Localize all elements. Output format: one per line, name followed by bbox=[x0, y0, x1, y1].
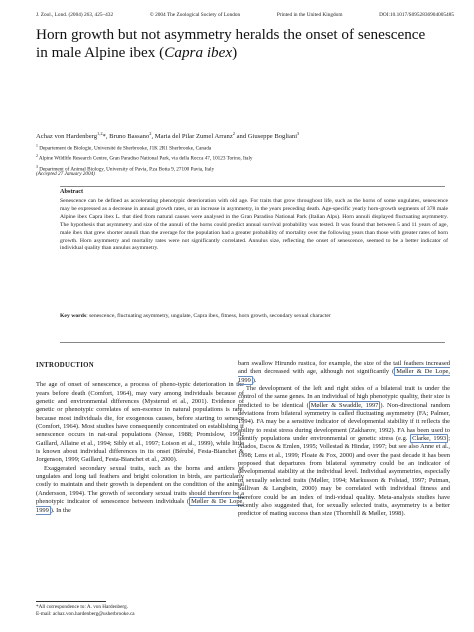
author-affiliation-mark: 2 bbox=[232, 131, 235, 136]
author-affiliation-mark: 2 bbox=[149, 131, 152, 136]
accepted-date: (Accepted 27 January 2004) bbox=[36, 171, 95, 177]
copyright-notice: © 2004 The Zoological Society of London bbox=[149, 12, 241, 18]
title-line-1: Horn growth but not asymmetry heralds the onset of senescence bbox=[36, 26, 426, 43]
journal-citation: J. Zool., Lond. (2004) 263, 425–432 bbox=[36, 12, 114, 18]
paragraph: barn swallow Hirundo rustica, for example, the size of the tail feathers increased and then decreased with age, although not significantly ( Møller & De Lope, 1999 ). bbox=[238, 360, 450, 384]
author-name: , Maria del Pilar Zumel Arranz bbox=[151, 133, 233, 141]
footnote-correspondence: *All correspondence to: A. von Hardenberg. bbox=[36, 604, 128, 610]
paragraph: The age of onset of senescence, a process of pheno-typic deterioration in the years before death (Comfort, 1964), may vary among individuals because of genetic and environmental differences (Mysterud et al., 2001). Evidence of genetic or phenotypic correlates of sen-escence in natural populations is rare, because most individuals die, for exogenous causes, before starting to senesce (Comfort, 1964). Most studies have consequently concentrated on establishing if senescence occurs in nat-ural populations (Nesse, 1988; Promislow, 1991; Gaillard, Allaine et al., 1994; Sibly et al., 1997; Loison et al., 1999), while little is known about individual differences in its onset (Bérubé, Festa-Bianchet & Jorgenson, 1999; Gaillard, Festa-Bianchet et al., 2000). bbox=[36, 381, 244, 464]
author-name: Achaz von Hardenberg bbox=[36, 133, 98, 141]
author-name: , Bruno Bassano bbox=[105, 133, 150, 141]
doi-link[interactable]: DOI:10.1017/S0952836904005485 bbox=[379, 12, 454, 18]
footnote-divider bbox=[36, 601, 106, 602]
citation-link[interactable]: Møller & De Lope, 1999 bbox=[36, 498, 244, 514]
citation-link[interactable]: Møller & De Lope, 1999 bbox=[238, 368, 450, 384]
right-column bbox=[238, 360, 450, 519]
title-line-2-prefix: in male Alpine ibex ( bbox=[36, 43, 165, 61]
left-column bbox=[36, 355, 244, 515]
paragraph: The development of the left and right sides of a bilateral trait is under the control of the same genes. In an individual of high phenotypic quality, their size is predicted to be identical ( Møller & Swaddle, 1997 ). Non-directional random deviations from bilateral symmetry is called fluctuating asymmetry (FA; Palmer, 1994). FA may be a sensitive indicator of developmental stability if it reflects the ability to resist stress during development (Zakharov, 1992). FA has been used to identify populations under environmental or genetic stress (e.g. Clarke, 1993 ; Alados, Escos & Emlen, 1995; Vollestad & Hindar, 1997; but see also Anne et al., 1998; Lens et al., 1999; Floate & Fox, 2000) and over the past decade it has been proposed that departures from bilateral symmetry could be an indicator of developmental stability at the individual level. Individual asymmetries, especially of sexually selected traits (Møller, 1994; Markusson & Folstad, 1997; Putman, Sullivan & Langbein, 2000) may be correlated with individual fitness and therefore could be an index of indi-vidual quality. Meta-analysis studies have recently also suggested that, for sexually selected traits, asymmetry is a better predictor of mating success than size (Thornhill & Møller, 1998). bbox=[238, 385, 450, 518]
affiliation-item: $^3$ Department of Animal Biology, University of Pavia, P.za Botta 9, 27100 Pavia, Italy bbox=[36, 164, 215, 173]
author-affiliation-mark: 3 bbox=[297, 131, 300, 136]
author-list bbox=[36, 131, 456, 140]
title-line-2-suffix: ) bbox=[232, 43, 238, 61]
footnote bbox=[36, 604, 236, 618]
citation-link[interactable]: Møller & Swaddle, 1997 bbox=[310, 401, 379, 409]
affiliation-list bbox=[36, 143, 456, 174]
paragraph: Exaggerated secondary sexual traits, such as the horns and antlers of ungulates and long tail feathers and bright coloration in birds, are particularly costly to maintain and their growth is dependent on the condition of the animal (Andersson, 1994). The growth of secondary sexual traits should therefore be a phenotypic indicator of senescence between individuals ( Møller & De Lope, 1999 ). In the bbox=[36, 464, 244, 514]
keywords bbox=[60, 312, 448, 320]
affiliation-item: $^2$ Alpine Wildlife Research Centre, Gran Paradiso National Park, via della Rocca 47, 10123 Torino, Italy bbox=[36, 154, 253, 163]
author-affiliation-mark: 1,2 bbox=[97, 131, 103, 136]
correspondence-mark: * bbox=[102, 133, 106, 141]
title-species: Capra ibex bbox=[164, 43, 233, 61]
affiliation-item: $^1$ Departement de Biologie, Université de Sherbrooke, J1K 2R1 Sherbrooke, Canada bbox=[36, 144, 212, 152]
paper-title bbox=[36, 26, 446, 61]
abstract-heading: Abstract bbox=[60, 188, 84, 195]
section-heading: INTRODUCTION bbox=[36, 362, 94, 369]
author-name: and Giuseppe Bogliani bbox=[234, 133, 298, 141]
footnote-email[interactable]: E-mail: achaz.von.hardenberg@usherbrooke.ca bbox=[36, 611, 135, 618]
citation-link[interactable]: Clarke, 1993 bbox=[412, 435, 447, 443]
keywords-text: : senescence, fluctuating asymmetry, ungulate, Capra ibex, fitness, horn growth, secondary sexual character bbox=[86, 313, 331, 319]
running-header bbox=[36, 12, 454, 18]
abstract-text: Senescence can be defined as accelerating phenotypic deterioration with old age. For traits that grow throughout life, such as the horns of some ungulates, senescence may be expressed as a decrease in annual growth rates, or an increase in asymmetry, in the years preceding death. Age-specific yearly horn-growth segments of 378 male Alpine ibex Capra ibex L. that died from natural causes were analysed in the Gran Paradiso National Park (Italian Alps). Horn annuli displayed fluctuating asymmetry. The hypothesis that asymmetry and size of the annuli of the horns could predict annual survival probability was tested. It was found that between 5 and 11 years of age, male ibex that grew shorter annuli than the average for the population had a greater probability of mortality over the following years than those with greater rates of horn growth. Horn asymmetry and mortality rates were not significantly correlated. Annulus size, reflecting the onset of senescence, seemed to be a better indicator of individual quality than annulus asymmetry. bbox=[60, 198, 448, 252]
keywords-label: Key words bbox=[60, 313, 87, 319]
printed-location: Printed in the United Kingdom bbox=[276, 12, 343, 18]
